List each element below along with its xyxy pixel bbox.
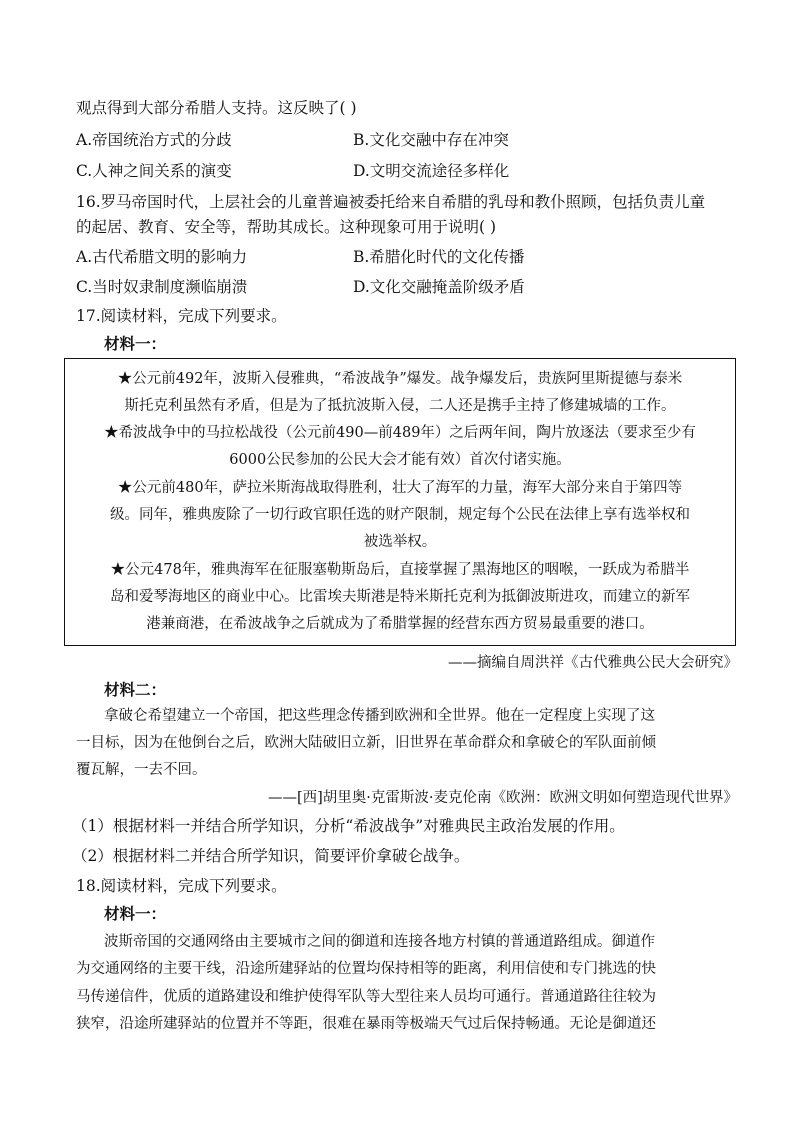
- q15-stem-tail: 观点得到大部分希腊人支持。这反映了( ): [76, 99, 357, 117]
- q16-stem-line-1: 16.罗马帝国时代，上层社会的儿童普遍被委托给来自希腊的乳母和教仆照顾，包括负责儿童: [76, 193, 706, 211]
- box-line: ★公元478年，雅典海军在征服塞勒斯岛后，直接掌握了黑海地区的咽喉，一跃成为希腊半: [110, 562, 690, 578]
- box-line: 级。同年，雅典废除了一切行政官职任选的财产限制，规定每个公民在法律上享有选举权和: [110, 507, 690, 523]
- q17-material1-label: 材料一：: [104, 334, 167, 353]
- q18-line-1: 波斯帝国的交通网络由主要城市之间的御道和连接各地方村镇的普通道路组成。御道作: [104, 934, 655, 950]
- q15-option-c[interactable]: C.人神之间关系的演变: [76, 162, 232, 180]
- box-line: 6000公民参加的公民大会才能有效）首次付诸实施。: [229, 452, 571, 468]
- q16-option-c[interactable]: C.当时奴隶制度濒临崩溃: [76, 278, 248, 296]
- q17-requirement-1: （1）根据材料一并结合所学知识，分析“希波战争”对雅典民主政治发展的作用。: [72, 817, 625, 835]
- box-line: ★公元前480年，萨拉米斯海战取得胜利，壮大了海军的力量，海军大部分来自于第四等: [117, 480, 683, 496]
- box-line: ★公元前492年，波斯入侵雅典，“希波战争”爆发。战争爆发后，贵族阿里斯提德与泰米: [117, 371, 683, 387]
- q18-material1-label: 材料一：: [104, 904, 167, 923]
- q18-line-2: 为交通网络的主要干线，沿途所建驿站的位置均保持相等的距离，利用信使和专门挑选的快: [76, 961, 656, 977]
- q16-option-d[interactable]: D.文化交融掩盖阶级矛盾: [353, 278, 525, 296]
- q18-line-4: 狭窄，沿途所建驿站的位置并不等距，很难在暴雨等极端天气过后保持畅通。无论是御道还: [76, 1016, 656, 1032]
- q18-line-3: 马传递信件，优质的道路建设和维护使得军队等大型往来人员均可通行。普通道路往往较为: [76, 989, 656, 1005]
- q16-stem-line-2: 的起居、教育、安全等，帮助其成长。这种现象可用于说明( ): [76, 218, 497, 236]
- q17-material2-line-2: 一目标，因为在他倒台之后，欧洲大陆破旧立新，旧世界在革命群众和拿破仑的军队面前倾: [76, 735, 656, 751]
- q17-source-1: ——摘编自周洪祥《古代雅典公民大会研究》: [448, 655, 738, 671]
- box-line: ★希波战争中的马拉松战役（公元前490—前489年）之后两年间，陶片放逐法（要求至少有: [104, 425, 696, 441]
- q17-material1-box: [64, 358, 736, 646]
- q17-stem: 17.阅读材料，完成下列要求。: [76, 307, 287, 325]
- q15-option-a[interactable]: A.帝国统治方式的分歧: [76, 131, 232, 149]
- q16-option-b[interactable]: B.希腊化时代的文化传播: [353, 248, 525, 266]
- q18-stem: 18.阅读材料，完成下列要求。: [76, 877, 287, 895]
- q17-source-2: ——[西]胡里奥·克雷斯波·麦克伦南《欧洲：欧洲文明如何塑造现代世界》: [267, 790, 738, 806]
- q17-material2-line-3: 覆瓦解，一去不回。: [76, 762, 207, 778]
- q15-option-d[interactable]: D.文明交流途径多样化: [353, 162, 510, 180]
- box-line: 斯托克利虽然有矛盾，但是为了抵抗波斯入侵，二人还是携手主持了修建城墙的工作。: [124, 398, 676, 414]
- box-line: 被选举权。: [363, 534, 437, 550]
- box-line: 岛和爱琴海地区的商业中心。比雷埃夫斯港是特米斯托克利为抵御波斯进攻，而建立的新军: [110, 589, 690, 605]
- box-line: 港兼商港，在希波战争之后就成为了希腊掌握的经营东西方贸易最重要的港口。: [146, 616, 654, 632]
- q17-material2-label: 材料二：: [104, 680, 167, 699]
- q17-material2-line-1: 拿破仑希望建立一个帝国，把这些理念传播到欧洲和全世界。他在一定程度上实现了这: [104, 708, 655, 724]
- q16-option-a[interactable]: A.古代希腊文明的影响力: [76, 248, 248, 266]
- q15-option-b[interactable]: B.文化交融中存在冲突: [353, 131, 509, 149]
- q17-requirement-2: （2）根据材料二并结合所学知识，简要评价拿破仑战争。: [72, 847, 470, 865]
